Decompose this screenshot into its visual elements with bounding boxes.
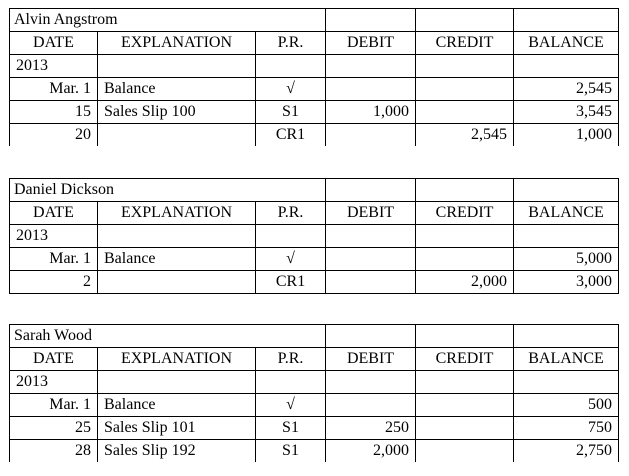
credit-cell: [416, 78, 514, 101]
column-header-debit: DEBIT: [326, 202, 416, 225]
pr-cell: √: [256, 78, 326, 101]
date-cell: 20: [10, 124, 98, 147]
account-name: Alvin Angstrom: [10, 9, 326, 32]
account-name: Daniel Dickson: [10, 179, 326, 202]
empty-cell: [514, 325, 619, 348]
debit-cell: 2,000: [326, 440, 416, 463]
balance-cell: 3,545: [514, 101, 619, 124]
balance-cell: 5,000: [514, 248, 619, 271]
debit-cell: [326, 271, 416, 294]
explanation-cell: Balance: [98, 78, 256, 101]
explanation-cell: Balance: [98, 248, 256, 271]
credit-cell: [416, 101, 514, 124]
debit-cell: [326, 394, 416, 417]
empty-cell: [326, 325, 416, 348]
table-row: [10, 394, 619, 417]
column-header-credit: CREDIT: [416, 348, 514, 371]
debit-cell: 1,000: [326, 101, 416, 124]
year-cell: 2013: [10, 55, 98, 78]
account-name: Sarah Wood: [10, 325, 326, 348]
balance-cell: 3,000: [514, 271, 619, 294]
date-cell: 2: [10, 271, 98, 294]
column-header-date: DATE: [10, 348, 98, 371]
explanation-cell: Balance: [98, 394, 256, 417]
explanation-cell: Sales Slip 101: [98, 417, 256, 440]
column-header-credit: CREDIT: [416, 32, 514, 55]
column-header-balance: BALANCE: [514, 348, 619, 371]
credit-cell: 2,000: [416, 271, 514, 294]
balance-cell: 750: [514, 417, 619, 440]
credit-cell: [416, 417, 514, 440]
column-header-debit: DEBIT: [326, 32, 416, 55]
balance-cell: 2,750: [514, 440, 619, 463]
credit-cell: 2,545: [416, 124, 514, 147]
credit-cell: [416, 248, 514, 271]
table-row: [10, 78, 619, 101]
table-row: [10, 248, 619, 271]
date-cell: Mar. 1: [10, 78, 98, 101]
date-cell: 15: [10, 101, 98, 124]
pr-cell: √: [256, 394, 326, 417]
explanation-cell: Sales Slip 100: [98, 101, 256, 124]
column-header-pr: P.R.: [256, 202, 326, 225]
balance-cell: 1,000: [514, 124, 619, 147]
empty-cell: [326, 179, 416, 202]
ledger-alvin-angstrom: [9, 8, 619, 146]
pr-cell: S1: [256, 101, 326, 124]
column-header-pr: P.R.: [256, 348, 326, 371]
explanation-cell: [98, 271, 256, 294]
column-header-credit: CREDIT: [416, 202, 514, 225]
debit-cell: [326, 124, 416, 147]
table-row: [10, 440, 619, 463]
explanation-cell: Sales Slip 192: [98, 440, 256, 463]
year-cell: 2013: [10, 371, 98, 394]
empty-cell: [514, 179, 619, 202]
table-row: [10, 124, 619, 147]
column-header-pr: P.R.: [256, 32, 326, 55]
debit-cell: 250: [326, 417, 416, 440]
year-cell: 2013: [10, 225, 98, 248]
explanation-cell: [98, 124, 256, 147]
date-cell: Mar. 1: [10, 394, 98, 417]
balance-cell: 500: [514, 394, 619, 417]
pr-cell: S1: [256, 417, 326, 440]
table-row: [10, 417, 619, 440]
ledger-sarah-wood: [9, 324, 619, 462]
credit-cell: [416, 394, 514, 417]
column-header-date: DATE: [10, 32, 98, 55]
table-row: [10, 271, 619, 294]
balance-cell: 2,545: [514, 78, 619, 101]
column-header-explanation: EXPLANATION: [98, 32, 256, 55]
date-cell: 28: [10, 440, 98, 463]
date-cell: 25: [10, 417, 98, 440]
column-header-balance: BALANCE: [514, 202, 619, 225]
pr-cell: CR1: [256, 271, 326, 294]
column-header-date: DATE: [10, 202, 98, 225]
empty-cell: [416, 325, 514, 348]
empty-cell: [416, 9, 514, 32]
empty-cell: [416, 179, 514, 202]
column-header-explanation: EXPLANATION: [98, 202, 256, 225]
ledger-daniel-dickson: [9, 178, 619, 294]
table-row: [10, 101, 619, 124]
column-header-explanation: EXPLANATION: [98, 348, 256, 371]
debit-cell: [326, 78, 416, 101]
pr-cell: √: [256, 248, 326, 271]
pr-cell: CR1: [256, 124, 326, 147]
empty-cell: [326, 9, 416, 32]
credit-cell: [416, 440, 514, 463]
column-header-balance: BALANCE: [514, 32, 619, 55]
column-header-debit: DEBIT: [326, 348, 416, 371]
date-cell: Mar. 1: [10, 248, 98, 271]
debit-cell: [326, 248, 416, 271]
pr-cell: S1: [256, 440, 326, 463]
empty-cell: [514, 9, 619, 32]
